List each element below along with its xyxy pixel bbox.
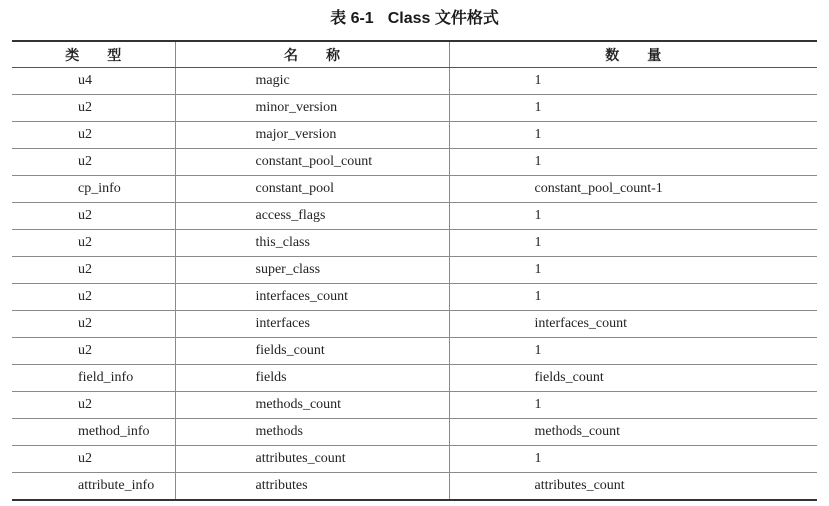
cell-name: super_class [175,257,449,284]
cell-name: constant_pool [175,176,449,203]
cell-count: 1 [449,230,817,257]
table-row [12,203,817,230]
cell-name: attributes_count [175,446,449,473]
table-number: 表 6-1 [330,10,374,27]
cell-name: methods_count [175,392,449,419]
cell-name: attributes [175,473,449,501]
cell-name: major_version [175,122,449,149]
cell-count: methods_count [449,419,817,446]
table-row [12,149,817,176]
cell-count: 1 [449,446,817,473]
table-body [12,68,817,501]
cell-type: field_info [12,365,175,392]
cell-type: u2 [12,257,175,284]
cell-name: fields_count [175,338,449,365]
table-header-row [12,41,817,68]
cell-type: method_info [12,419,175,446]
cell-count: constant_pool_count-1 [449,176,817,203]
cell-name: interfaces [175,311,449,338]
cell-name: magic [175,68,449,95]
cell-type: u2 [12,311,175,338]
cell-type: u2 [12,149,175,176]
cell-name: methods [175,419,449,446]
table-row [12,257,817,284]
header-name: 名称 [175,41,449,68]
cell-name: minor_version [175,95,449,122]
cell-count: attributes_count [449,473,817,501]
cell-count: 1 [449,122,817,149]
table-caption [0,8,829,30]
cell-name: fields [175,365,449,392]
cell-count: 1 [449,284,817,311]
table-row [12,230,817,257]
cell-count: 1 [449,203,817,230]
cell-type: u2 [12,95,175,122]
cell-count: 1 [449,149,817,176]
table-row [12,419,817,446]
cell-name: access_flags [175,203,449,230]
cell-type: u2 [12,338,175,365]
header-type: 类型 [12,41,175,68]
cell-count: 1 [449,68,817,95]
cell-count: fields_count [449,365,817,392]
cell-count: 1 [449,338,817,365]
table-row [12,122,817,149]
table-row [12,68,817,95]
table-row [12,446,817,473]
table-row [12,311,817,338]
cell-count: interfaces_count [449,311,817,338]
table-row [12,338,817,365]
cell-name: interfaces_count [175,284,449,311]
cell-type: u2 [12,203,175,230]
cell-type: u2 [12,446,175,473]
cell-name: constant_pool_count [175,149,449,176]
cell-name: this_class [175,230,449,257]
table-row [12,365,817,392]
cell-count: 1 [449,95,817,122]
table-row [12,176,817,203]
header-count: 数量 [449,41,817,68]
cell-type: u2 [12,230,175,257]
cell-type: u2 [12,392,175,419]
cell-type: u4 [12,68,175,95]
class-file-format-table [12,40,817,501]
table-row [12,473,817,501]
cell-count: 1 [449,392,817,419]
cell-type: u2 [12,122,175,149]
table-row [12,95,817,122]
table-title: Class 文件格式 [387,10,499,27]
cell-count: 1 [449,257,817,284]
cell-type: cp_info [12,176,175,203]
cell-type: attribute_info [12,473,175,501]
table-row [12,392,817,419]
cell-type: u2 [12,284,175,311]
table-row [12,284,817,311]
